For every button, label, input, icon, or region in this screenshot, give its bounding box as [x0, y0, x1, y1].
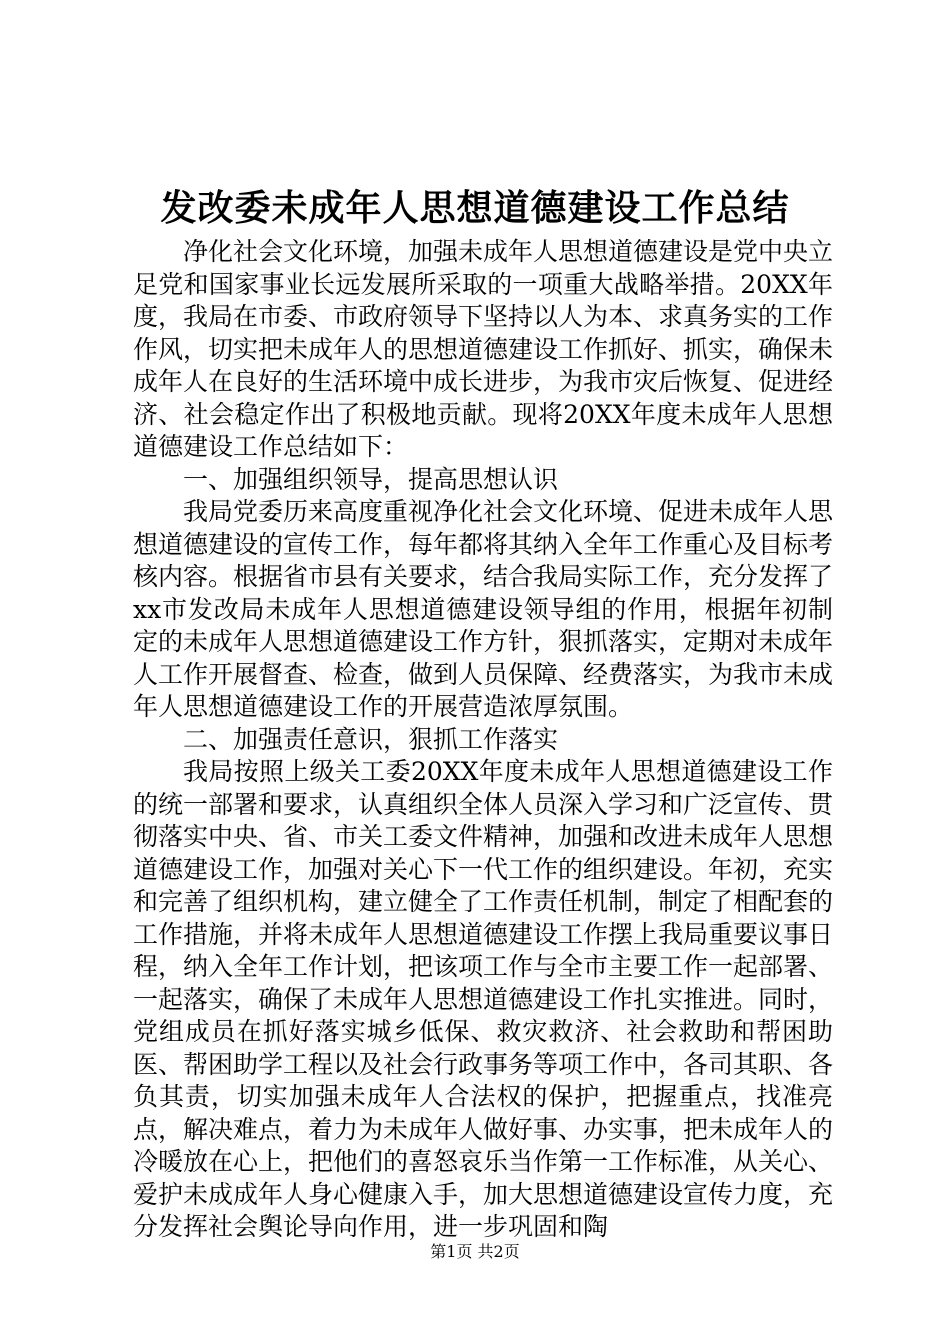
section-heading-2: 二、加强责任意识，狠抓工作落实 — [183, 724, 559, 754]
paragraph-section-2: 我局按照上级关工委20XX年度未成年人思想道德建设工作的统一部署和要求，认真组织全体人员深入学习和广泛宣传、贯彻落实中央、省、市关工委文件精神，加强和改进未成年人思想道德建设工作，加强对关心下一代工作的组织建设。年初，充实和完善了组织机构，建立健全了工作责任机制，制定了相配套的工作措施，并将未成年人思想道德建设工作摆上我局重要议事日程，纳入全年工作计划，把该项工作与全市主要工作一起部署、一起落实，确保了未成年人思想道德建设工作扎实推进。同时，党组成员在抓好落实城乡低保、救灾救济、社会救助和帮困助医、帮困助学工程以及社会行政事务等项工作中，各司其职、各负其责，切实加强未成年人合法权的保护，把握重点，找准亮点，解决难点，着力为未成年人做好事、办实事，把未成年人的冷暖放在心上，把他们的喜怒哀乐当作第一工作标准，从关心、爱护未成成年人身心健康入手，加大思想道德建设宣传力度，充分发挥社会舆论导向作用，进一步巩固和陶 — [133, 757, 834, 1241]
page-footer: 第1页 共2页 — [430, 1242, 520, 1261]
paragraph-section-1: 我局党委历来高度重视净化社会文化环境、促进未成年人思想道德建设的宣传工作，每年都将其纳入全年工作重心及目标考核内容。根据省市县有关要求，结合我局实际工作，充分发挥了xx市发改局未成年人思想道德建设领导组的作用，根据年初制定的未成年人思想道德建设工作方针，狠抓落实，定期对未成年人工作开展督查、检查，做到人员保障、经费落实，为我市未成年人思想道德建设工作的开展营造浓厚氛围。 — [133, 497, 834, 721]
section-heading-1: 一、加强组织领导，提高思想认识 — [183, 464, 559, 494]
document-title: 发改委未成年人思想道德建设工作总结 — [160, 187, 790, 229]
document-body — [133, 236, 833, 1244]
paragraph-intro: 净化社会文化环境，加强未成年人思想道德建设是党中央立足党和国家事业长远发展所采取的一项重大战略举措。20XX年度，我局在市委、市政府领导下坚持以人为本、求真务实的工作作风，切实把未成年人的思想道德建设工作抓好、抓实，确保未成年人在良好的生活环境中成长进步，为我市灾后恢复、促进经济、社会稳定作出了积极地贡献。现将20XX年度未成年人思想道德建设工作总结如下： — [133, 237, 834, 461]
